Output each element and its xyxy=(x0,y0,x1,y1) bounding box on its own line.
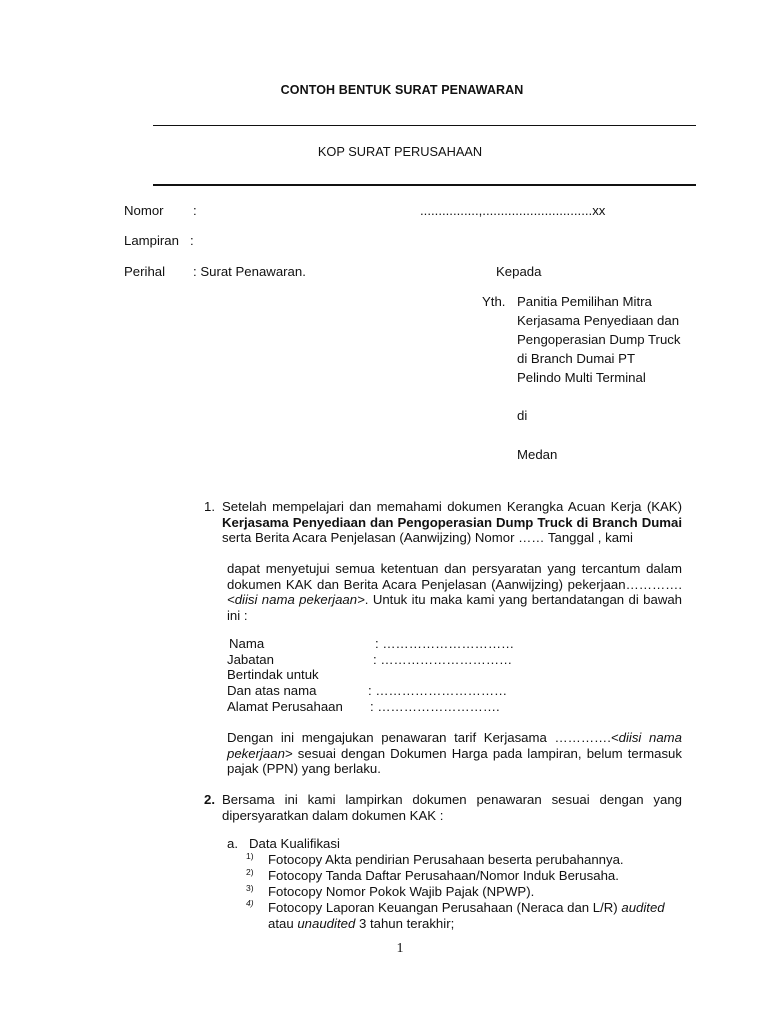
item-2-text: Fotocopy Tanda Daftar Perusahaan/Nomor Induk Berusaha. xyxy=(268,868,619,883)
letterhead-placeholder: KOP SURAT PERUSAHAAN xyxy=(317,144,483,159)
nomor-label: Nomor xyxy=(124,203,164,218)
lampiran-colon: : xyxy=(190,233,194,248)
paragraph-1-number: 1. xyxy=(204,499,215,514)
item-3-number: 3) xyxy=(246,883,254,893)
date-line: ................,..............................xx xyxy=(420,203,606,218)
paragraph-1-placeholder: <diisi nama pekerjaan> xyxy=(227,592,365,607)
item-4-text-line-1 xyxy=(268,900,665,916)
item-4-text-e: 3 tahun terakhir; xyxy=(355,916,455,931)
recipient-line-2: Kerjasama Penyediaan dan xyxy=(517,313,680,328)
nomor-colon: : xyxy=(193,203,197,218)
field-atas-nama-value: : ………………………… xyxy=(368,683,508,698)
field-nama-label: Nama xyxy=(229,636,265,651)
field-atas-nama-label: Dan atas nama xyxy=(227,683,317,698)
document-title: CONTOH BENTUK SURAT PENAWARAN xyxy=(280,83,524,97)
paragraph-1-continued xyxy=(227,561,682,623)
item-4-unaudited: unaudited xyxy=(297,916,356,931)
offer-intro: Dengan ini mengajukan penawaran tarif Kerjasama …………. xyxy=(227,730,611,745)
field-nama-value: : ………………………… xyxy=(375,636,515,651)
paragraph-1-project-name: Kerjasama Penyediaan dan Pengoperasian Dump Truck di Branch Dumai xyxy=(222,514,682,530)
item-1-number: 1) xyxy=(246,851,254,861)
field-jabatan-value: : ………………………… xyxy=(373,652,513,667)
perihal-value: : Surat Penawaran. xyxy=(193,264,306,279)
field-alamat-label: Alamat Perusahaan xyxy=(227,699,343,714)
offer-placeholder: <diisi nama pekerjaan> xyxy=(227,730,682,761)
paragraph-1 xyxy=(222,499,682,546)
paragraph-2-number: 2. xyxy=(204,792,215,807)
paragraph-1-agreement: dapat menyetujui semua ketentuan dan persyaratan yang tercantum dalam dokumen KAK dan Berita Acara Penjelasan (Aanwijzing) pekerjaan…………. xyxy=(227,561,682,592)
item-4-number: 4) xyxy=(246,898,254,908)
recipient-line-5: Pelindo Multi Terminal xyxy=(517,370,646,385)
item-4-text-line-2 xyxy=(268,916,454,932)
item-3-text: Fotocopy Nomor Pokok Wajib Pajak (NPWP). xyxy=(268,884,535,899)
paragraph-1-aanwijzing: serta Berita Acara Penjelasan (Aanwijzing) Nomor …… Tanggal , kami xyxy=(222,530,633,545)
field-jabatan-label: Jabatan xyxy=(227,652,274,667)
sub-a-label: Data Kualifikasi xyxy=(249,836,340,851)
di-label: di xyxy=(517,408,528,423)
recipient-line-4: di Branch Dumai PT xyxy=(517,351,635,366)
item-1-text: Fotocopy Akta pendirian Perusahaan beserta perubahannya. xyxy=(268,852,624,867)
item-4-text-c: atau xyxy=(268,916,298,931)
offer-closing: sesuai dengan Dokumen Harga pada lampiran, belum termasuk pajak (PPN) yang berlaku. xyxy=(227,745,682,776)
item-2-number: 2) xyxy=(246,867,254,877)
item-4-audited: audited xyxy=(621,900,665,915)
header-rule-top xyxy=(153,125,696,126)
kepada-label: Kepada xyxy=(496,264,542,279)
item-4-text-a: Fotocopy Laporan Keuangan Perusahaan (Neraca dan L/R) xyxy=(268,900,622,915)
city-label: Medan xyxy=(517,447,558,462)
recipient-line-1: Panitia Pemilihan Mitra xyxy=(517,294,652,309)
paragraph-2: Bersama ini kami lampirkan dokumen penawaran sesuai dengan yang dipersyaratkan dalam dokumen KAK : xyxy=(222,792,682,823)
offer-paragraph xyxy=(227,730,682,777)
yth-label: Yth. xyxy=(482,294,506,309)
header-rule-bottom xyxy=(153,184,696,186)
field-bertindak-label: Bertindak untuk xyxy=(227,667,319,682)
lampiran-label: Lampiran xyxy=(124,233,179,248)
field-alamat-value: : ………………………. xyxy=(370,699,500,714)
paragraph-1-intro: Setelah mempelajari dan memahami dokumen Kerangka Acuan Kerja (KAK) xyxy=(222,499,682,514)
page-number: 1 xyxy=(396,941,404,956)
perihal-label: Perihal xyxy=(124,264,166,279)
paragraph-1-closing: . Untuk itu maka kami yang bertandatangan di bawah ini : xyxy=(227,592,683,623)
recipient-line-3: Pengoperasian Dump Truck xyxy=(517,332,681,347)
sub-a-number: a. xyxy=(227,836,238,851)
